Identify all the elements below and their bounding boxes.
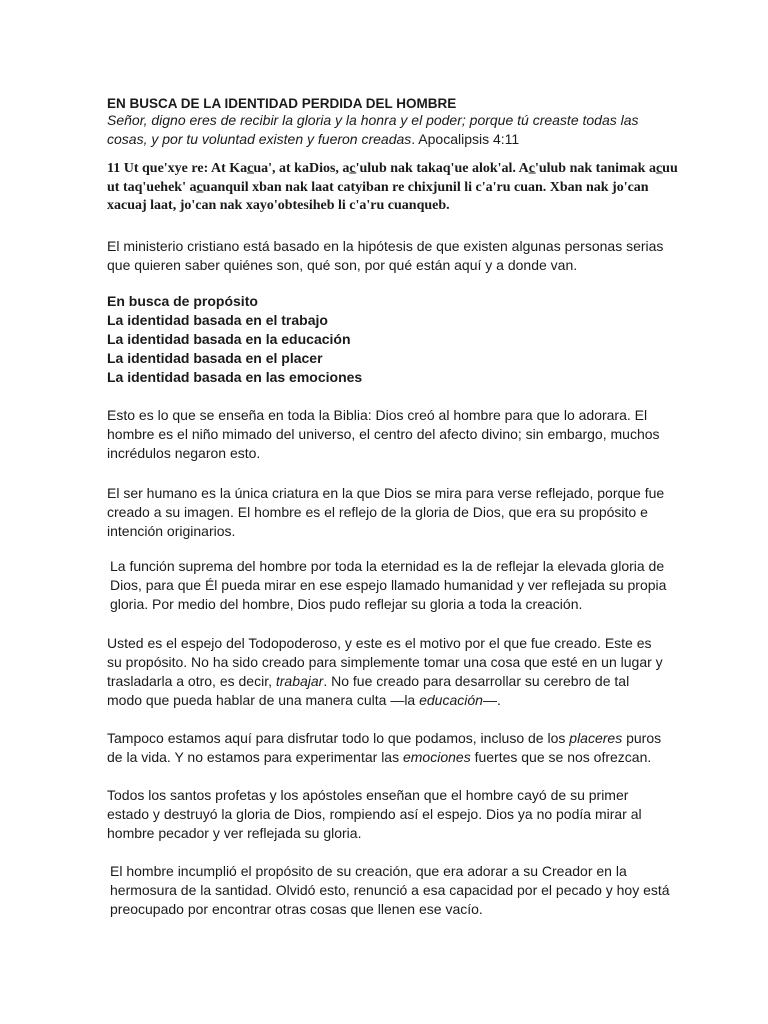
body-paragraph <box>107 634 667 710</box>
epigraph-quote: Señor, digno eres de recibir la gloria y la honra y el poder; porque tú creaste todas las cosas, y por tu voluntad existen y fueron creadas <box>107 112 639 147</box>
heading-item: La identidad basada en el trabajo <box>107 312 328 328</box>
epigraph-reference: . Apocalipsis 4:11 <box>411 131 520 147</box>
heading-item: En busca de propósito <box>107 293 258 309</box>
body-paragraph: Todos los santos profetas y los apóstoles enseñan que el hombre cayó de su primer estado y destruyó la gloria de Dios, rompiendo así el espejo. Dios ya no podía mirar al hombre pecador y ver reflejada su gloria. <box>107 787 642 841</box>
paragraph-text: Tampoco estamos aquí para disfrutar todo lo que podamos, incluso de los <box>107 730 570 746</box>
paragraph-text: puros de la vida. Y no estamos para experimentar las <box>107 730 662 765</box>
body-paragraph: La función suprema del hombre por toda la eternidad es la de reflejar la elevada gloria de Dios, para que Él pueda mirar en ese espejo llamado humanidad y ver reflejada su propia gloria. Por medio del hombre, Dios pudo reflejar su gloria a toda la creación. <box>110 558 667 612</box>
emphasis-text: trabajar <box>275 673 324 689</box>
heading-item: La identidad basada en el placer <box>107 350 323 366</box>
body-paragraph: Esto es lo que se enseña en toda la Biblia: Dios creó al hombre para que lo adorara. El hombre es el niño mimado del universo, el centro del afecto divino; sin embargo, muchos incrédulos negaron esto. <box>107 407 660 461</box>
heading-item: La identidad basada en la educación <box>107 331 351 347</box>
document-title: EN BUSCA DE LA IDENTIDAD PERDIDA DEL HOMBRE <box>107 96 457 111</box>
intro-paragraph: El ministerio cristiano está basado en la hipótesis de que existen algunas personas serias que quieren saber quiénes son, qué son, por qué están aquí y a donde van. <box>107 238 664 273</box>
paragraph-text: —. <box>482 692 501 708</box>
paragraph-text: Usted es el espejo del Todopoderoso, y este es el motivo por el que fue creado. Este es su propósito. No ha sido creado para simplemente tomar una cosa que esté en un lugar y trasladarla a otro, es decir, <box>107 635 663 689</box>
body-paragraph: El hombre incumplió el propósito de su creación, que era adorar a su Creador en la hermosura de la santidad. Olvidó esto, renunció a esa capacidad por el pecado y hoy está preocupado por encontrar otras cosas que llenen ese vacío. <box>110 863 670 917</box>
emphasis-text: emociones <box>402 749 471 765</box>
body-paragraph: El ser humano es la única criatura en la que Dios se mira para verse reflejado, porque fue creado a su imagen. El hombre es el reflejo de la gloria de Dios, que era su propósito e intención originarios. <box>107 485 665 539</box>
paragraph-text: fuertes que se nos ofrezcan. <box>470 749 652 765</box>
section-headings <box>107 292 667 387</box>
epigraph <box>107 111 667 149</box>
emphasis-text: placeres <box>569 730 623 746</box>
heading-item: La identidad basada en las emociones <box>107 369 363 385</box>
emphasis-text: educación <box>419 692 483 708</box>
body-paragraph <box>107 729 667 767</box>
paragraph-text: . No fue creado para desarrollar su cerebro de tal modo que pueda hablar de una manera culta —la <box>107 673 630 708</box>
kekchi-verse: 11 Ut que'xye re: At Kac̲ua', at kaDios, ac̲'ulub nak takaq'ue alok'al. Ac̲'ulub nak tanimak ac̲uu ut taq'uehek' ac̲uanquil xban nak laat catyiban re chixjunil li c'a'ru cuan. Xban nak jo'can xacuaj laat, jo'can nak xayo'obtesiheb li c'a'ru cuanqueb. <box>107 161 678 213</box>
